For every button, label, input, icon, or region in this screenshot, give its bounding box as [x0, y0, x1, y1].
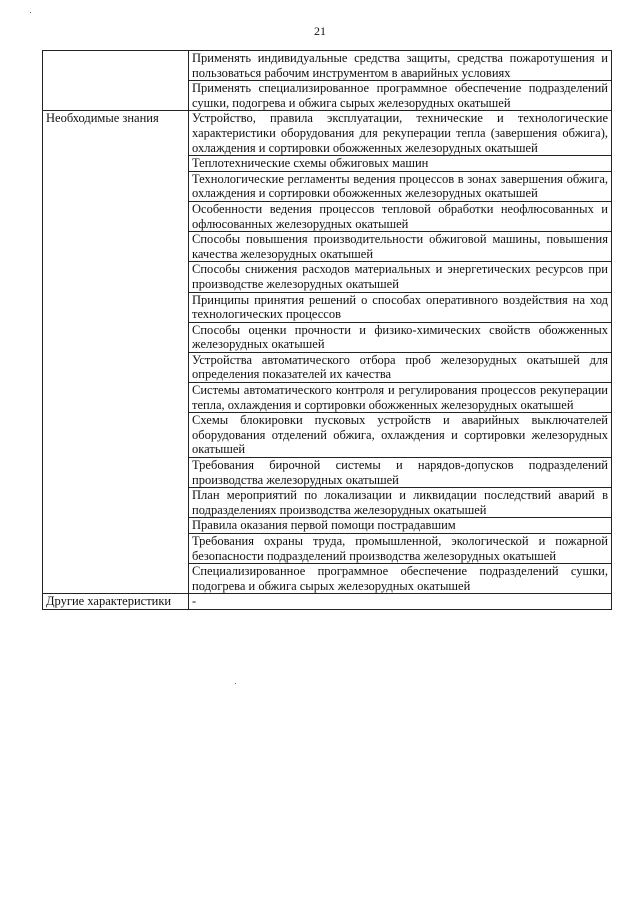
knowledge-item: Устройства автоматического отбора проб железорудных окатышей для определения показателей их качества [189, 352, 612, 382]
knowledge-label: Необходимые знания [43, 111, 189, 594]
knowledge-item: Устройство, правила эксплуатации, технические и технологические характеристики оборудования для рекуперации тепла (завершения обжига), охлаждения и сортировки обожженных железорудных окатышей [189, 111, 612, 156]
knowledge-item: Способы повышения производительности обжиговой машины, повышения качества железорудных окатышей [189, 232, 612, 262]
skill-cell: Применять специализированное программное обеспечение подразделений сушки, подогрева и обжига сырых железорудных окатышей [189, 81, 612, 111]
knowledge-item: Требования охраны труда, промышленной, экологической и пожарной безопасности подразделений производства железорудных окатышей [189, 534, 612, 564]
knowledge-table [42, 50, 612, 610]
table-row [43, 594, 612, 610]
table-row [43, 51, 612, 81]
scan-speck [30, 12, 31, 13]
knowledge-item: Системы автоматического контроля и регулирования процессов рекуперации тепла, охлаждения и сортировки обожженных железорудных окатышей [189, 383, 612, 413]
skill-cell: Применять индивидуальные средства защиты, средства пожаротушения и пользоваться рабочим инструментом в аварийных условиях [189, 51, 612, 81]
scan-speck [235, 683, 236, 684]
knowledge-item: Способы оценки прочности и физико-химических свойств обожженных железорудных окатышей [189, 322, 612, 352]
knowledge-item: Особенности ведения процессов тепловой обработки неофлюсованных и офлюсованных железорудных окатышей [189, 201, 612, 231]
empty-label-cell [43, 51, 189, 111]
page-number: 21 [314, 24, 326, 38]
knowledge-item: Специализированное программное обеспечение подразделений сушки, подогрева и обжига сырых железорудных окатышей [189, 564, 612, 594]
knowledge-item: Требования бирочной системы и нарядов-допусков подразделений производства железорудных окатышей [189, 458, 612, 488]
table-body [43, 51, 612, 610]
knowledge-item: Схемы блокировки пусковых устройств и аварийных выключателей оборудования отделений обжига, охлаждения и сортировки железорудных окатышей [189, 413, 612, 458]
knowledge-item: Принципы принятия решений о способах оперативного воздействия на ход технологических процессов [189, 292, 612, 322]
knowledge-item: Технологические регламенты ведения процессов в зонах завершения обжига, охлаждения и сортировки обожженных железорудных окатышей [189, 171, 612, 201]
knowledge-item: План мероприятий по локализации и ликвидации последствий аварий в подразделениях производства железорудных окатышей [189, 488, 612, 518]
table-row [43, 111, 612, 156]
knowledge-item: Правила оказания первой помощи пострадавшим [189, 518, 612, 534]
knowledge-item: Способы снижения расходов материальных и энергетических ресурсов при производстве железорудных окатышей [189, 262, 612, 292]
knowledge-item: Теплотехнические схемы обжиговых машин [189, 156, 612, 172]
other-characteristics-value: - [189, 594, 612, 610]
other-characteristics-label: Другие характеристики [43, 594, 189, 610]
